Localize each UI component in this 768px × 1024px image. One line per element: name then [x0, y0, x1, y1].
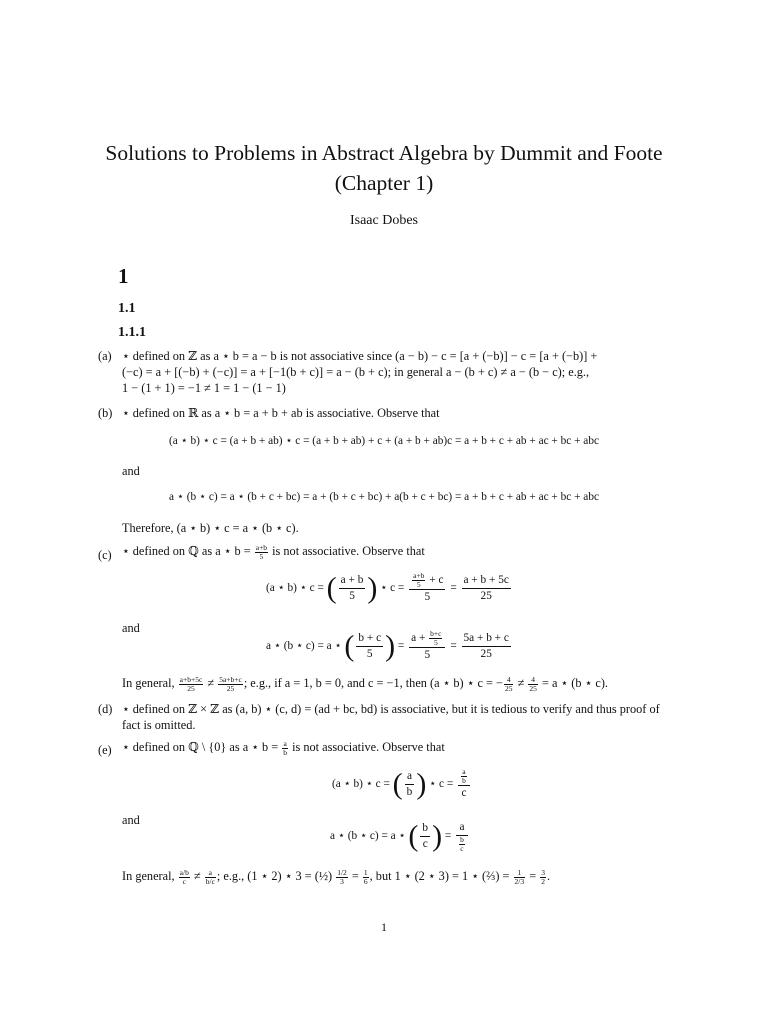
- fraction-numerator: a + b + 5c: [462, 573, 511, 589]
- item-d-line2: fact is omitted.: [122, 718, 196, 732]
- fraction-denominator: c: [460, 844, 464, 853]
- general-end: .: [546, 869, 551, 883]
- general-end: = a ⋆ (b ⋆ c).: [541, 676, 608, 690]
- fraction-numerator: 1/2: [337, 867, 347, 877]
- fraction-denominator: [456, 836, 468, 853]
- fraction-denominator: 25: [187, 683, 195, 693]
- fraction-numerator: b + c: [356, 631, 383, 647]
- item-e-label: (e): [98, 743, 112, 757]
- fraction-denominator: b: [283, 747, 288, 757]
- item-a-line1: ⋆ defined on ℤ as a ⋆ b = a − b is not associative since (a − b) − c = [a + (−b)] − c = [a + (−b)] +: [122, 349, 598, 363]
- fraction-denominator: b/c: [205, 876, 215, 886]
- fraction-denominator: b: [406, 786, 413, 798]
- small-fraction: [412, 572, 425, 589]
- item-e-equation-2: [330, 820, 470, 853]
- item-b-equation-2: a ⋆ (b ⋆ c) = a ⋆ (b + c + bc) = a + (b + c + bc) + a(b + c + bc) = a + b + c + ab + ac + bc + abc: [169, 491, 599, 503]
- fraction-denominator: 2: [541, 876, 545, 886]
- item-e-general: [122, 868, 550, 886]
- equals-3: =: [529, 869, 537, 883]
- fraction-denominator: 5: [259, 551, 264, 561]
- inner-fraction: [420, 821, 430, 852]
- result-fraction: [462, 573, 511, 604]
- fraction-numerator: [409, 630, 445, 648]
- item-c-intro-pre: ⋆ defined on ℚ as a ⋆ b =: [122, 544, 251, 558]
- item-b-label: (b): [98, 406, 113, 420]
- item-b-conclusion: Therefore, (a ⋆ b) ⋆ c = a ⋆ (b ⋆ c).: [122, 521, 299, 535]
- item-e-intro-pre: ⋆ defined on ℚ \ {0} as a ⋆ b =: [122, 740, 279, 754]
- neq-sign: ≠: [207, 676, 215, 690]
- item-c-intro: [122, 543, 425, 561]
- fraction-denominator: c: [422, 838, 428, 850]
- paren-half: (½): [314, 869, 333, 883]
- item-b-and: and: [122, 464, 140, 478]
- item-c-label: (c): [98, 548, 112, 562]
- eq-lhs: (a ⋆ b) ⋆ c =: [332, 778, 390, 791]
- item-c-intro-post: is not associative. Observe that: [272, 544, 425, 558]
- right-paren: ): [385, 629, 396, 663]
- inner-fraction: [356, 631, 383, 662]
- left-paren: (: [392, 767, 403, 801]
- small-fraction: [459, 836, 465, 853]
- fraction-numerator: b: [460, 835, 464, 844]
- item-c-intro-fraction: [255, 544, 268, 561]
- item-d-line1: ⋆ defined on ℤ × ℤ as (a, b) ⋆ (c, d) = (ad + bc, bd) is associative, but it is tedious to verify and thus proof of: [122, 702, 660, 716]
- compound-fraction: [458, 768, 470, 801]
- general-fraction-1: [179, 676, 204, 693]
- small-fraction: [429, 630, 442, 647]
- document-title-line1: Solutions to Problems in Abstract Algebra by Dummit and Foote: [105, 141, 663, 165]
- general-fraction-3: [504, 676, 514, 693]
- fraction-numerator: 5a + b + c: [462, 631, 511, 647]
- item-c-general: [122, 675, 608, 693]
- item-a-label: (a): [98, 349, 112, 363]
- right-paren: ): [416, 767, 427, 801]
- fraction-numerator: a: [283, 738, 287, 748]
- fraction-denominator: 25: [529, 683, 537, 693]
- numerator-pre: a +: [411, 632, 426, 645]
- general-pre: In general,: [122, 676, 175, 690]
- fraction-numerator: b: [420, 821, 430, 837]
- general-fraction-4: [528, 676, 538, 693]
- right-paren: ): [432, 819, 443, 853]
- right-paren: ): [367, 571, 378, 605]
- eq-equals: =: [444, 830, 452, 843]
- eq-equals: =: [397, 640, 405, 653]
- item-e-intro-fraction: [282, 740, 288, 757]
- inner-fraction: [405, 769, 415, 800]
- item-c-equation-2: [266, 630, 513, 663]
- fraction-numerator: a: [462, 767, 466, 776]
- eq-lhs: a ⋆ (b ⋆ c) = a ⋆: [330, 830, 406, 843]
- fraction-denominator: c: [182, 876, 186, 886]
- fraction-numerator: a+b: [255, 542, 268, 552]
- numerator-rest: + c: [429, 574, 444, 587]
- left-paren: (: [326, 571, 337, 605]
- fraction-numerator: a+b: [413, 571, 425, 580]
- fraction-numerator: a/b: [179, 867, 189, 877]
- equals-1: =: [351, 869, 359, 883]
- left-paren: (: [408, 819, 419, 853]
- fraction-numerator: 4: [504, 676, 514, 685]
- fraction-denominator: 5: [349, 590, 355, 602]
- general-fraction-5: [514, 869, 526, 886]
- item-a-line3: 1 − (1 + 1) = −1 ≠ 1 = 1 − (1 − 1): [122, 381, 286, 395]
- eq-equals: =: [450, 582, 457, 595]
- fraction-denominator: 3: [340, 876, 344, 886]
- fraction-numerator: a: [456, 820, 468, 836]
- item-c-and: and: [122, 621, 140, 635]
- fraction-numerator: [409, 572, 445, 590]
- eq-equals-2: =: [450, 640, 457, 653]
- item-e-equation-1: [332, 768, 472, 801]
- subsection-heading: 1.1: [118, 301, 136, 316]
- inner-fraction: [339, 573, 366, 604]
- fraction-numerator: 1: [514, 869, 526, 878]
- author-name: Isaac Dobes: [349, 213, 419, 228]
- eq-star: ⋆ c =: [429, 778, 454, 791]
- item-b-equation-1: (a ⋆ b) ⋆ c = (a + b + ab) ⋆ c = (a + b + ab) + c + (a + b + ab)c = a + b + c + ab + ac + bc + abc: [169, 435, 599, 447]
- compound-fraction: [456, 820, 468, 853]
- general-fraction-6: [540, 869, 546, 886]
- compound-fraction: [409, 630, 445, 663]
- fraction-denominator: c: [461, 787, 467, 799]
- fraction-numerator: 5a+b+c: [219, 674, 242, 684]
- fraction-denominator: 25: [480, 590, 492, 602]
- item-d-label: (d): [98, 702, 113, 716]
- fraction-denominator: 25: [504, 683, 513, 693]
- fraction-denominator: 5: [424, 649, 431, 661]
- fraction-numerator: a + b: [339, 573, 366, 589]
- eq-lhs: (a ⋆ b) ⋆ c =: [266, 582, 324, 595]
- fraction-numerator: 1: [363, 867, 368, 877]
- document-title-line2: (Chapter 1): [334, 171, 434, 195]
- item-a-line2: (−c) = a + [(−b) + (−c)] = a + [−1(b + c)] = a − (b + c); in general a − (b + c) ≠ a − (b − c); e.g.,: [122, 365, 590, 379]
- general-mid-1: ; e.g., (1 ⋆ 2) ⋆ 3 =: [216, 869, 312, 883]
- left-paren: (: [344, 629, 355, 663]
- general-mid-2: , but 1 ⋆ (2 ⋆ 3) = 1 ⋆: [369, 869, 479, 883]
- fraction-denominator: b: [462, 776, 466, 785]
- fraction-numerator: 3: [541, 867, 545, 877]
- page-number: 1: [381, 920, 387, 934]
- general-fraction-4: [363, 869, 369, 886]
- eq-lhs: a ⋆ (b ⋆ c) = a ⋆: [266, 640, 342, 653]
- fraction-denominator: 6: [363, 876, 368, 886]
- fraction-numerator: 4: [528, 676, 538, 685]
- paren-two-thirds: (⅔): [482, 869, 500, 883]
- fraction-denominator: 25: [226, 683, 235, 693]
- fraction-denominator: 5: [424, 591, 431, 603]
- fraction-numerator: a: [405, 769, 415, 785]
- general-pre: In general,: [122, 869, 175, 883]
- fraction-numerator: a: [205, 869, 216, 878]
- general-fraction-2: [218, 676, 243, 693]
- general-fraction-1: [179, 869, 190, 886]
- item-e-intro: [122, 739, 445, 757]
- small-fraction: [461, 768, 467, 785]
- compound-fraction: [409, 572, 445, 605]
- fraction-numerator: b+c: [430, 629, 442, 638]
- fraction-denominator: 5: [366, 648, 373, 660]
- fraction-numerator: [458, 768, 470, 786]
- item-c-equation-1: [266, 572, 513, 605]
- eq-star: ⋆ c =: [380, 582, 405, 595]
- general-fraction-3: [336, 869, 348, 886]
- fraction-denominator: 25: [480, 648, 492, 660]
- fraction-denominator: 2/3: [514, 876, 525, 886]
- item-e-intro-post: is not associative. Observe that: [292, 740, 445, 754]
- item-b-intro: ⋆ defined on ℝ as a ⋆ b = a + b + ab is associative. Observe that: [122, 406, 440, 420]
- fraction-denominator: 5: [416, 580, 421, 589]
- general-mid: ; e.g., if a = 1, b = 0, and c = −1, then (a ⋆ b) ⋆ c = −: [243, 676, 503, 690]
- result-fraction: [462, 631, 511, 662]
- subsubsection-heading: 1.1.1: [118, 325, 146, 340]
- fraction-numerator: a+b+5c: [179, 674, 203, 684]
- section-heading: 1: [118, 264, 129, 288]
- general-fraction-2: [205, 869, 216, 886]
- item-e-and: and: [122, 813, 140, 827]
- neq-sign-2: ≠: [517, 676, 525, 690]
- neq-sign: ≠: [193, 869, 201, 883]
- equals-2: =: [502, 869, 510, 883]
- fraction-denominator: 5: [433, 638, 438, 647]
